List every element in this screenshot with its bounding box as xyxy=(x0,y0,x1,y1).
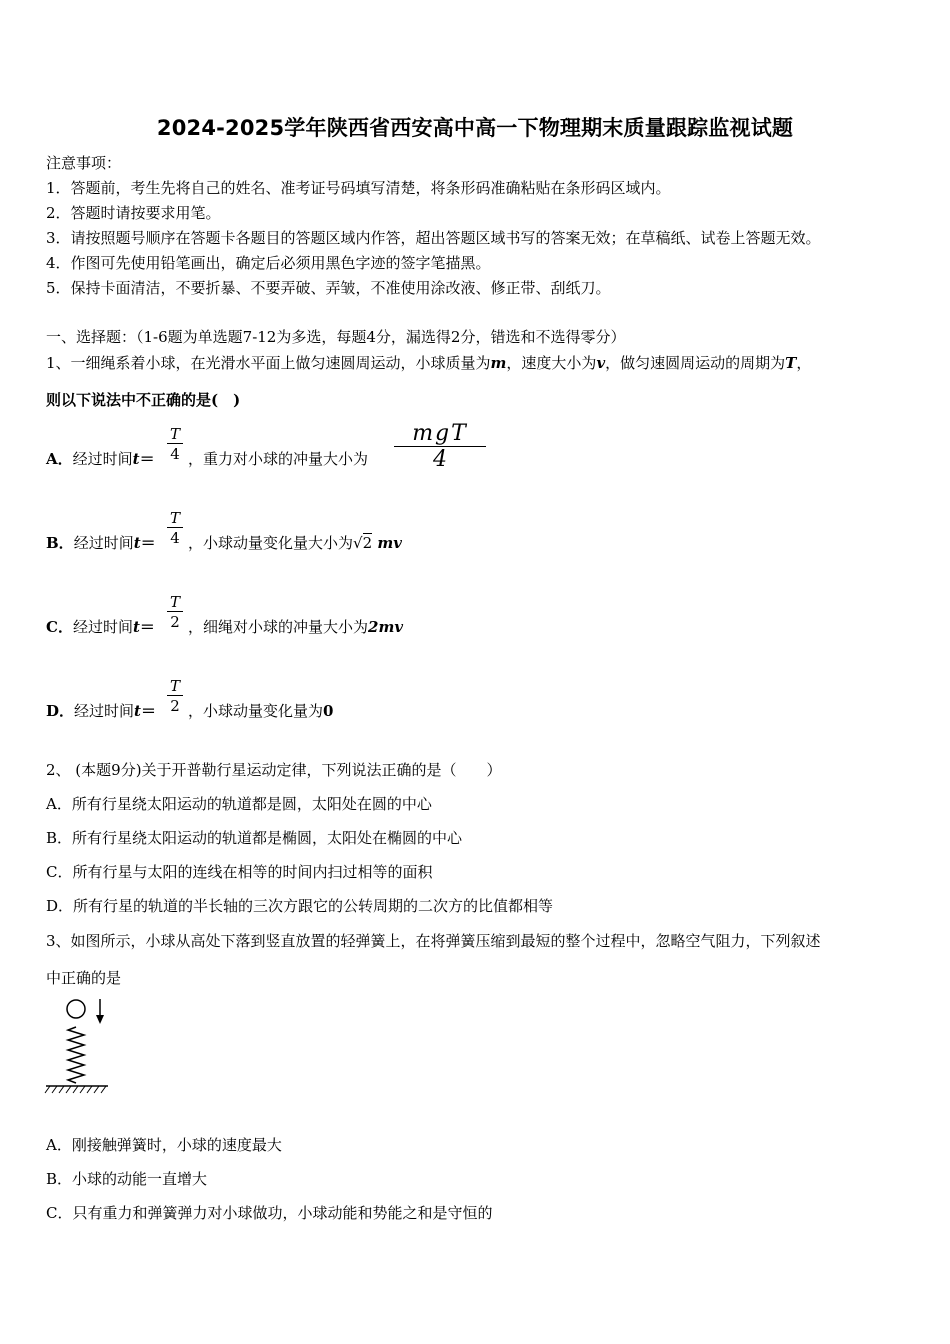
q1-option-c: C．经过时间t＝ xyxy=(46,618,155,636)
q3-option-a: A．刚接触弹簧时，小球的速度最大 xyxy=(46,1136,282,1154)
q1-option-d: D．经过时间t＝ xyxy=(46,702,156,720)
question-3-stem-line2: 中正确的是 xyxy=(46,969,122,987)
ball-spring-diagram xyxy=(40,995,115,1103)
q2-option-a: A．所有行星绕太阳运动的轨道都是圆，太阳处在圆的中心 xyxy=(46,795,432,813)
q1-option-d-text: ，小球动量变化量为0 xyxy=(188,702,334,720)
notice-item: 4．作图可先使用铅笔画出，确定后必须用黑色字迹的签字笔描黑。 xyxy=(46,254,491,272)
question-1-stem-line2: 则以下说法中不正确的是( ) xyxy=(46,391,241,409)
q1-option-c-fraction: T 2 xyxy=(167,593,183,632)
q1-option-a-expression: mgT 4 xyxy=(394,422,486,473)
question-3-stem: 3、如图所示，小球从高处下落到竖直放置的轻弹簧上，在将弹簧压缩到最短的整个过程中，忽略空气阻力，下列叙述 xyxy=(46,932,821,950)
q1-option-b-text: ，小球动量变化量大小为√2 mv xyxy=(188,534,402,552)
q2-option-d: D．所有行星的轨道的半长轴的三次方跟它的公转周期的二次方的比值都相等 xyxy=(46,897,554,915)
section-heading: 一、选择题：（1-6题为单选题7-12为多选，每题4分，漏选得2分，错选和不选得零分） xyxy=(46,328,626,346)
notice-item: 5．保持卡面清洁，不要折暴、不要弄破、弄皱，不准使用涂改液、修正带、刮纸刀。 xyxy=(46,279,611,297)
notice-heading: 注意事项： xyxy=(46,154,122,172)
spring-icon xyxy=(68,1027,84,1083)
q1-option-b: B．经过时间t＝ xyxy=(46,534,156,552)
q1-option-a: A．经过时间t＝ xyxy=(46,450,155,468)
q3-option-b: B．小球的动能一直增大 xyxy=(46,1170,208,1188)
question-1-stem: 1、一细绳系着小球，在光滑水平面上做匀速圆周运动，小球质量为m，速度大小为v，做匀速圆周运动的周期为T， xyxy=(46,354,812,372)
q1-option-c-text: ，细绳对小球的冲量大小为2mv xyxy=(188,618,404,636)
ground-hatch xyxy=(45,1086,106,1093)
page-title: 2024-2025学年陕西省西安高中高一下物理期末质量跟踪监视试题 xyxy=(156,116,794,140)
question-2-stem: 2、 (本题9分)关于开普勒行星运动定律，下列说法正确的是（ ） xyxy=(46,761,502,779)
q1-option-d-fraction: T 2 xyxy=(167,677,183,716)
q3-option-c: C．只有重力和弹簧弹力对小球做功，小球动能和势能之和是守恒的 xyxy=(46,1204,493,1222)
q1-option-b-fraction: T 4 xyxy=(167,509,183,548)
arrow-down-head xyxy=(96,1015,104,1024)
q2-option-c: C．所有行星与太阳的连线在相等的时间内扫过相等的面积 xyxy=(46,863,433,881)
sqrt-symbol: √ xyxy=(353,534,363,552)
notice-item: 1．答题前，考生先将自己的姓名、准考证号码填写清楚，将条形码准确粘贴在条形码区域内。 xyxy=(46,179,671,197)
q1-option-a-fraction: T 4 xyxy=(167,425,183,464)
ball-icon xyxy=(67,1000,85,1018)
q1-option-a-text: ，重力对小球的冲量大小为 xyxy=(188,450,369,468)
notice-item: 3．请按照题号顺序在答题卡各题目的答题区域内作答，超出答题区域书写的答案无效；在草稿纸、试卷上答题无效。 xyxy=(46,229,821,247)
notice-item: 2．答题时请按要求用笔。 xyxy=(46,204,221,222)
q2-option-b: B．所有行星绕太阳运动的轨道都是椭圆，太阳处在椭圆的中心 xyxy=(46,829,463,847)
